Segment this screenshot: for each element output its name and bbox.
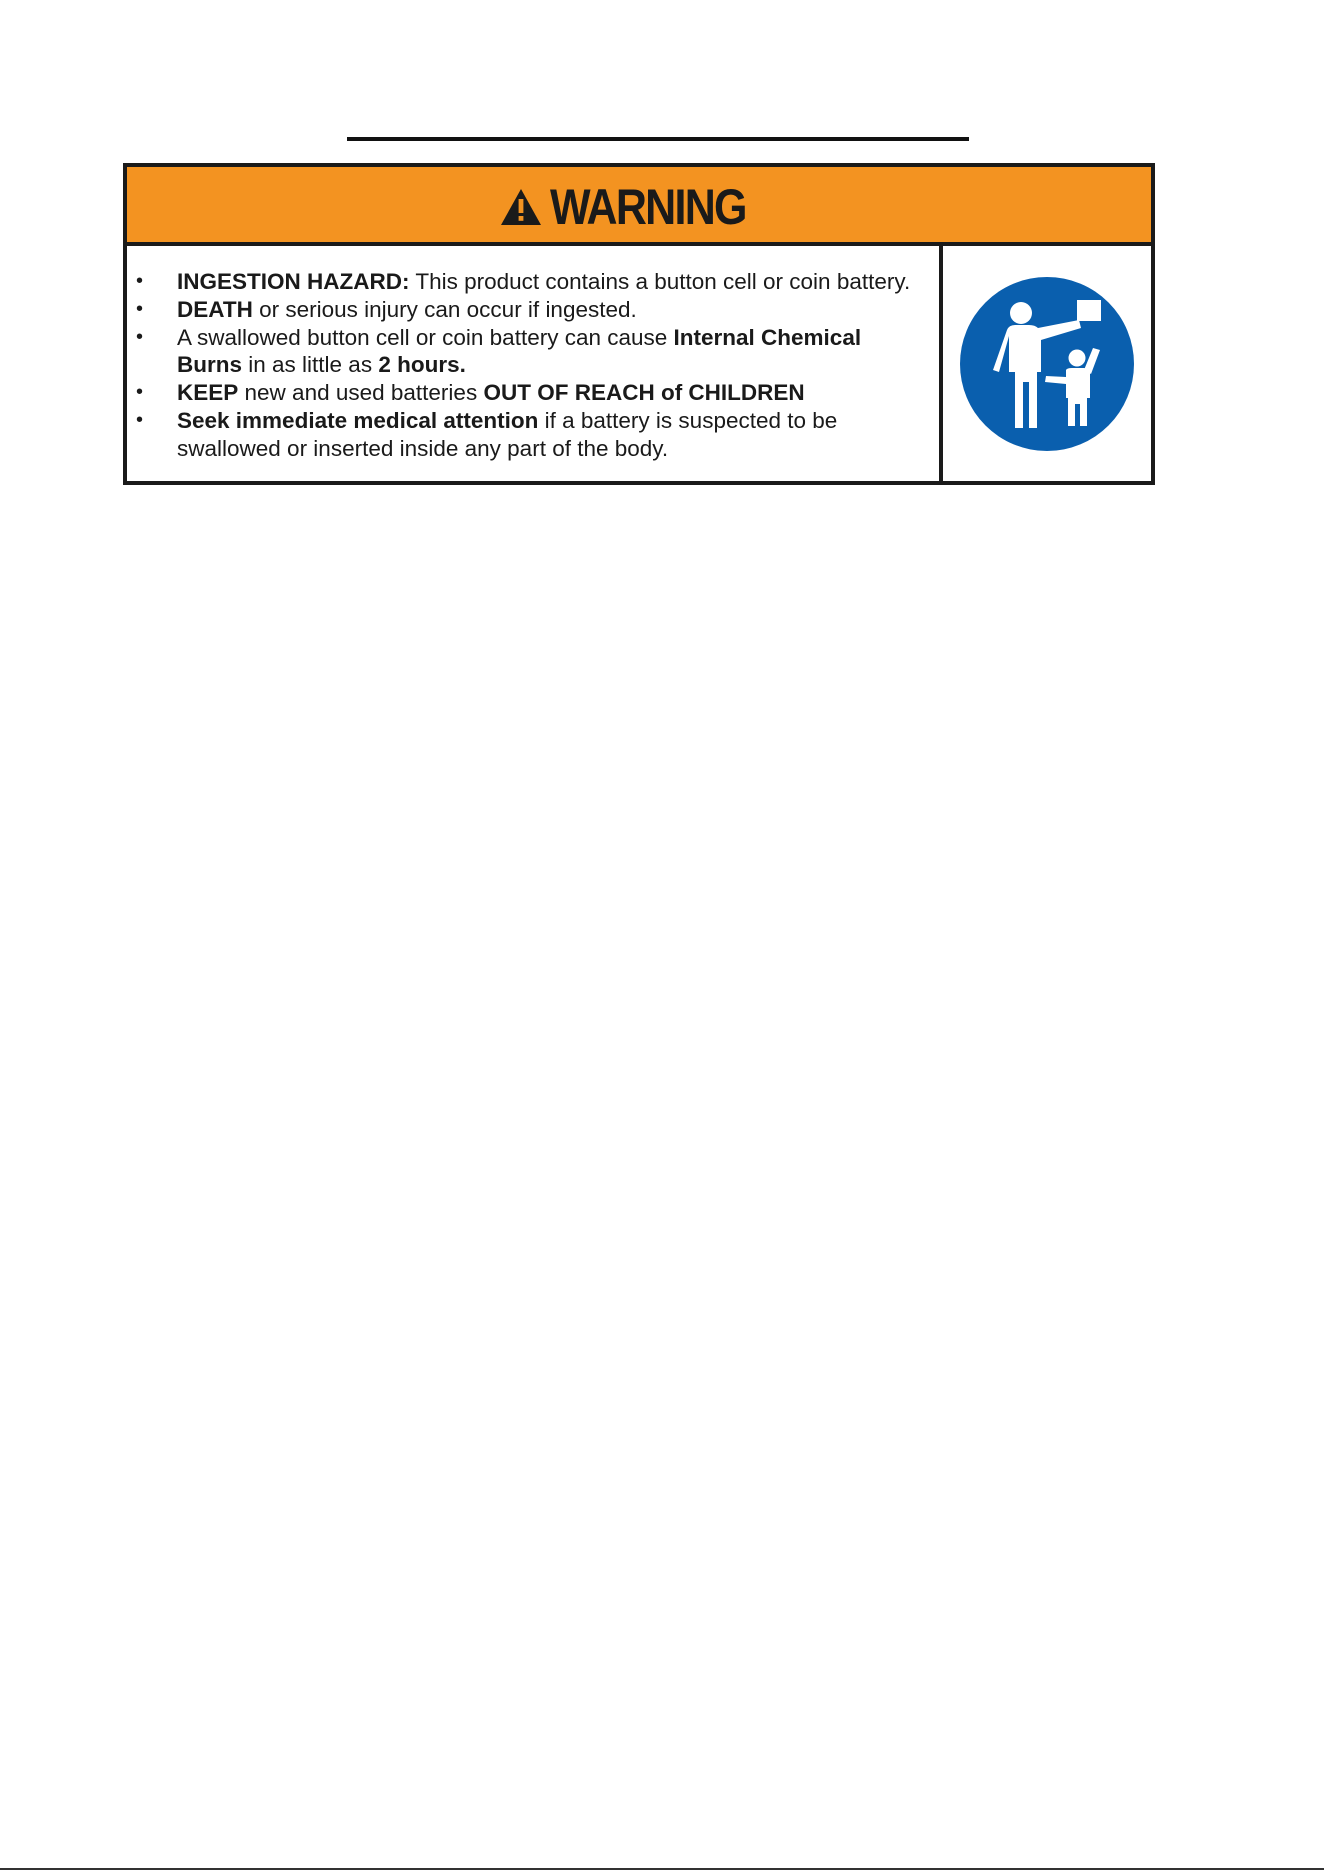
hazard-item-text: new and used batteries [238,380,484,406]
top-rule [347,137,969,141]
warning-triangle-icon [500,188,542,226]
hazard-item-text: or serious injury can occur if ingested. [252,296,637,322]
hazard-item-bold: DEATH [177,296,253,322]
hazard-item-bold: OUT OF REACH of CHILDREN [483,380,805,406]
page-bottom-edge [0,1868,1324,1870]
warning-header-content [500,178,778,235]
hazard-item-text: in as little as [242,352,379,378]
hazard-item-text: if a battery is suspected to be [538,407,838,433]
pictogram-panel [943,246,1151,481]
hazard-item-bold: 2 hours. [378,352,466,378]
keep-out-of-reach-of-children-icon [959,276,1135,452]
warning-text-panel [127,246,943,481]
warning-header [127,167,1151,246]
bullet: • [136,270,144,292]
hazard-item-text: swallowed or inserted inside any part of the body. [177,435,669,461]
hazard-item-medical-attention [127,407,939,463]
bullet: • [136,381,144,404]
hazard-item-keep-away [127,379,939,407]
hazard-list [127,268,939,463]
warning-body [127,246,1151,481]
hazard-item-bold: Internal Chemical [673,324,862,350]
warning-title: WARNING [550,178,746,235]
bullet: • [136,297,144,320]
hazard-item-bold: KEEP [177,380,239,406]
bullet: • [136,408,144,431]
hazard-item-death [127,296,939,324]
hazard-item-bold: INGESTION HAZARD: [177,269,410,294]
bullet: • [136,325,144,348]
battery-warning-label [123,163,1155,485]
hazard-item-bold: Burns [177,352,243,378]
hazard-item-ingestion [127,268,939,296]
hazard-item-text: This product contains a button cell or coin battery. [409,269,911,294]
hazard-item-text: A swallowed button cell or coin battery can cause [177,324,674,350]
hazard-item-bold: Seek immediate medical attention [177,407,539,433]
hazard-item-chemical-burns [127,324,939,380]
